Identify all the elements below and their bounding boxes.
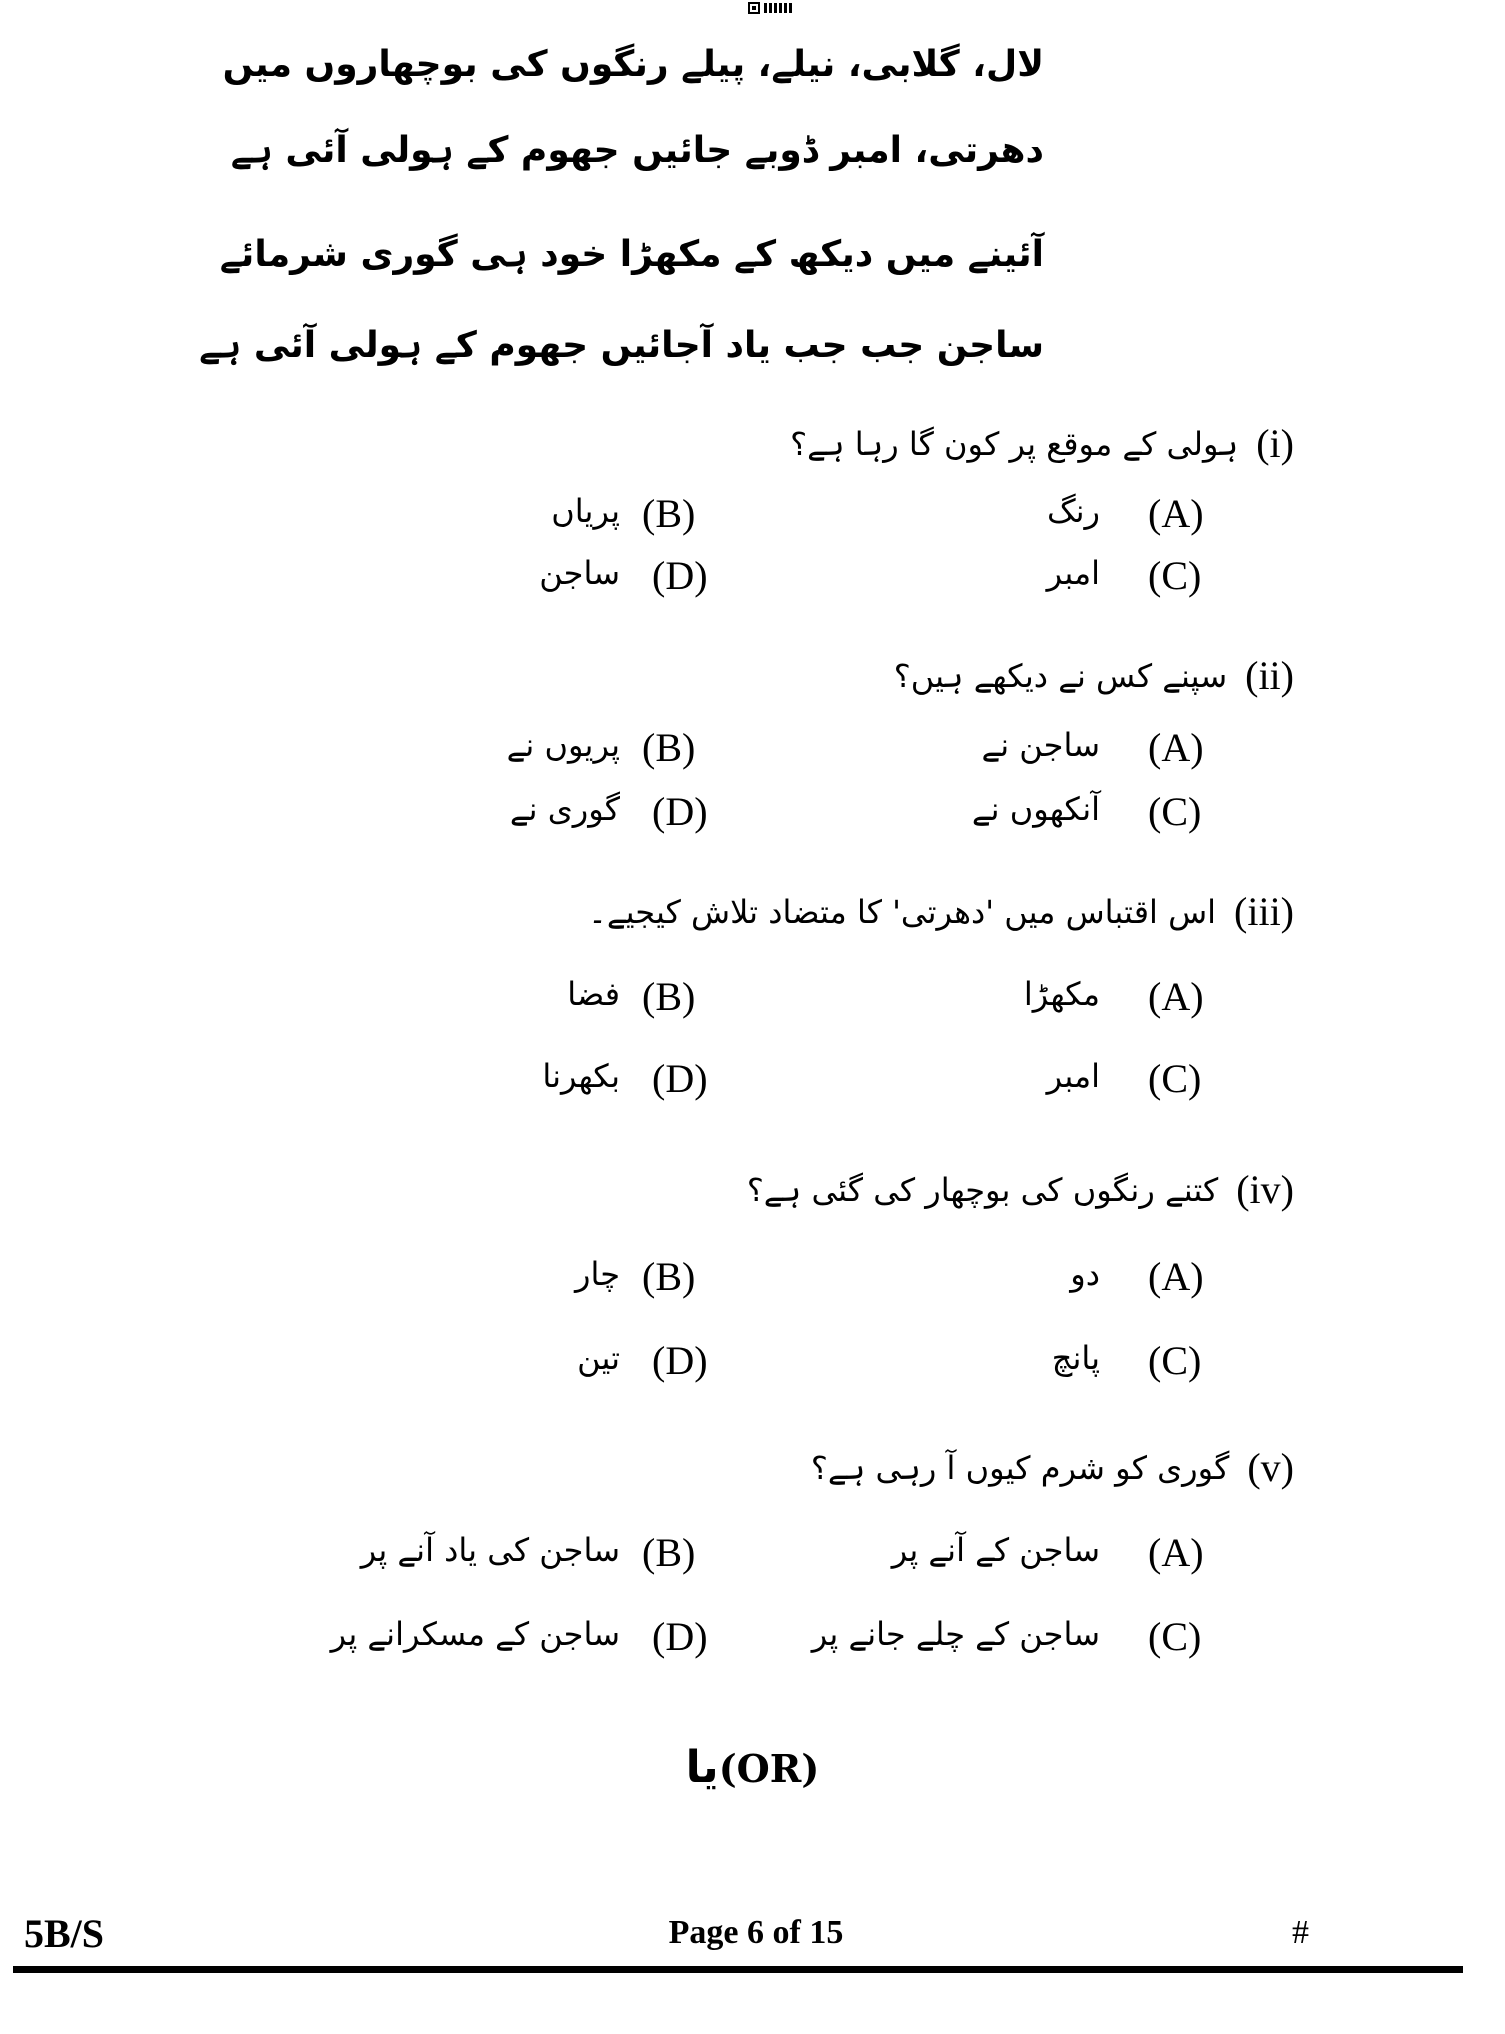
option-text: ساجن نے (981, 726, 1100, 764)
page-number: Page 6 of 15 (668, 1914, 844, 1951)
option-text: امبر (1046, 1057, 1100, 1095)
option-text: ساجن کے مسکرانے پر (330, 1615, 620, 1653)
option-text: فضا (567, 975, 620, 1013)
option-text: دو (1070, 1255, 1100, 1293)
option-label: (A) (1148, 725, 1204, 770)
option-label: (C) (1148, 1056, 1202, 1101)
option-label: (C) (1148, 553, 1202, 598)
poem-line: لال، گلابی، نیلے، پیلے رنگوں کی بوچھاروں میں (222, 44, 1044, 85)
option-text: رنگ (1047, 492, 1100, 530)
option-label: (B) (642, 1254, 696, 1299)
option-text: امبر (1046, 554, 1100, 592)
option-label: (D) (652, 1614, 708, 1659)
footer-rule (13, 1966, 1463, 1973)
option-text: ساجن کے آنے پر (891, 1531, 1100, 1569)
option-label: (B) (642, 491, 696, 536)
question-text: سپنے کس نے دیکھے ہیں؟ (893, 656, 1228, 695)
question-text: گوری کو شرم کیوں آ رہی ہے؟ (810, 1448, 1230, 1487)
option-label: (D) (652, 789, 708, 834)
option-label: (A) (1148, 1530, 1204, 1575)
option-label: (A) (1148, 974, 1204, 1019)
question (790, 420, 1294, 467)
question-number: (iii) (1234, 889, 1294, 934)
option-label: (C) (1148, 789, 1202, 834)
option-text: ساجن کے چلے جانے پر (811, 1615, 1100, 1653)
option-label: (D) (652, 1338, 708, 1383)
option-text: آنکھوں نے (971, 790, 1100, 828)
option-text: گوری نے (509, 790, 620, 828)
or-urdu: یا (685, 1742, 719, 1793)
option-text: پریاں (551, 492, 620, 530)
option-label: (B) (642, 1530, 696, 1575)
footer-mark: # (1292, 1914, 1309, 1951)
poem-line: دھرتی، امبر ڈوبے جائیں جھوم کے ہولی آئی ہے (230, 130, 1044, 171)
option-label: (D) (652, 553, 708, 598)
question (588, 888, 1294, 935)
or-divider (0, 1742, 1505, 1793)
option-text: ساجن (539, 554, 620, 592)
option-text: پریوں نے (506, 726, 620, 764)
option-label: (D) (652, 1056, 708, 1101)
question (894, 652, 1294, 699)
question-text: اس اقتباس میں 'دھرتی' کا متضاد تلاش کیجیے۔ (588, 892, 1217, 931)
option-text: بکھرنا (542, 1057, 620, 1095)
qr-code-icon (748, 0, 808, 16)
option-label: (B) (642, 974, 696, 1019)
question-text: کتنے رنگوں کی بوچھار کی گئی ہے؟ (746, 1170, 1219, 1209)
option-text: ساجن کی یاد آنے پر (360, 1531, 620, 1569)
question (747, 1166, 1294, 1213)
question-number: (ii) (1245, 653, 1294, 698)
question-number: (iv) (1236, 1167, 1294, 1212)
poem-line: ساجن جب جب یاد آجائیں جھوم کے ہولی آئی ہے (199, 325, 1044, 366)
option-label: (C) (1148, 1338, 1202, 1383)
option-label: (A) (1148, 491, 1204, 536)
option-label: (B) (642, 725, 696, 770)
option-text: مکھڑا (1023, 975, 1100, 1013)
question (811, 1444, 1294, 1491)
option-text: پانچ (1051, 1339, 1100, 1377)
option-label: (C) (1148, 1614, 1202, 1659)
poem-line: آئینے میں دیکھ کے مکھڑا خود ہی گوری شرمائے (219, 234, 1044, 275)
option-text: تین (577, 1339, 620, 1377)
or-english: (OR) (718, 1746, 820, 1791)
question-text: ہولی کے موقع پر کون گا رہا ہے؟ (790, 424, 1239, 463)
question-number: (i) (1256, 421, 1294, 466)
question-number: (v) (1247, 1445, 1294, 1490)
paper-code: 5B/S (24, 1911, 105, 1956)
option-label: (A) (1148, 1254, 1204, 1299)
option-text: چار (575, 1255, 620, 1293)
